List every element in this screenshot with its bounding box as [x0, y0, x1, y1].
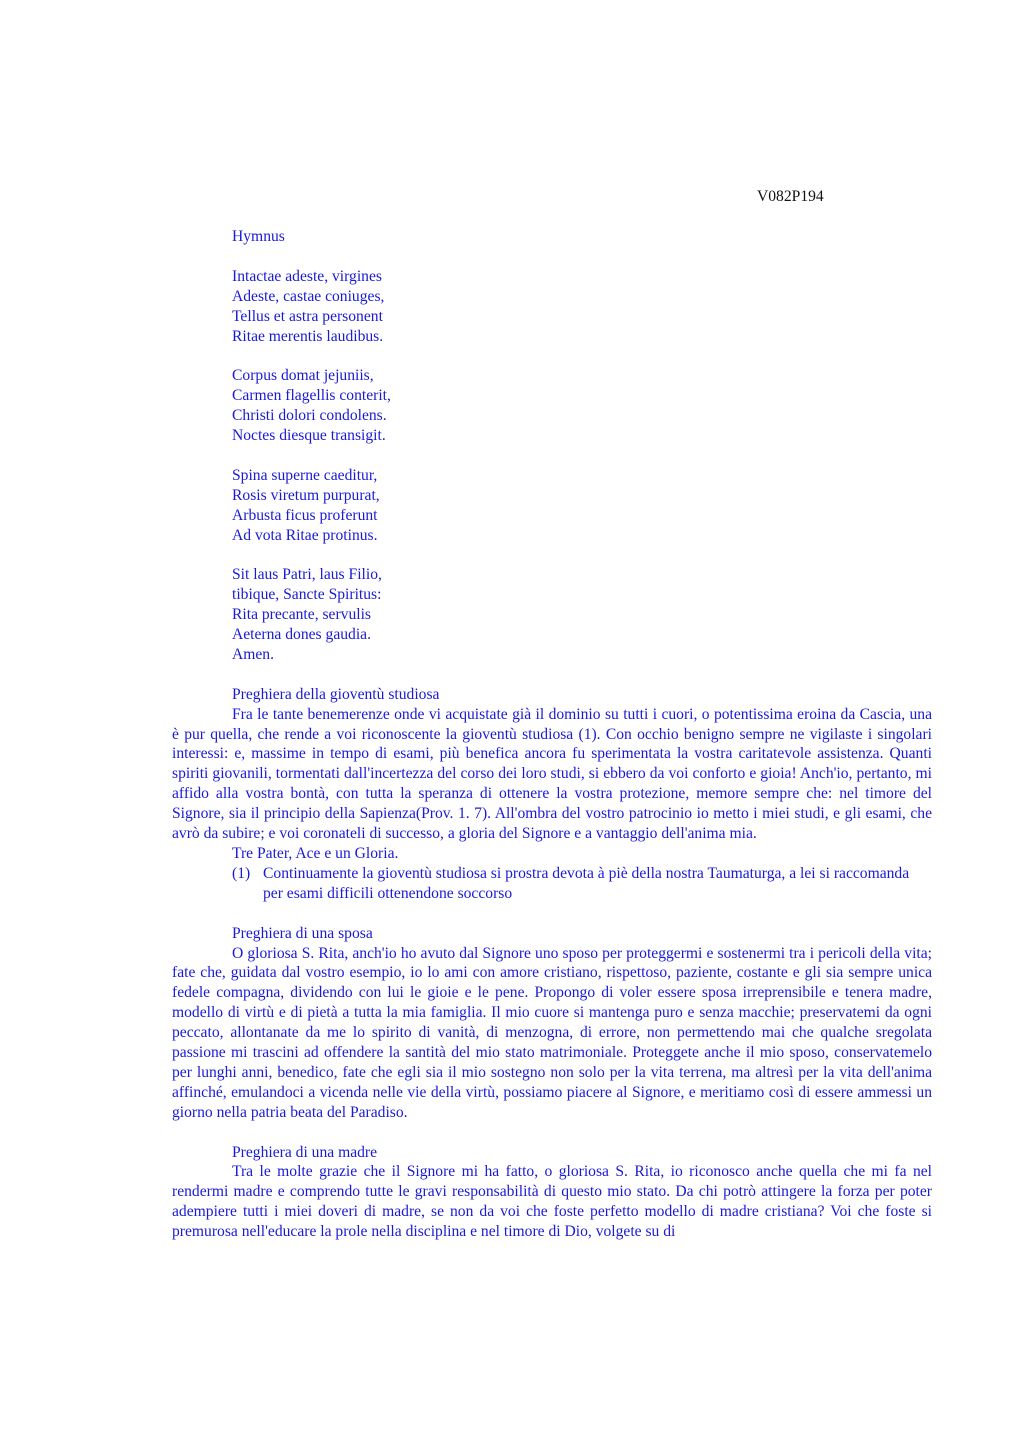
hymn-verse: Tellus et astra personent — [232, 307, 383, 325]
hymn-verse: Amen. — [232, 645, 275, 663]
footnote-marker: (1) — [232, 864, 251, 882]
hymn-verse: Corpus domat jejuniis, — [232, 367, 374, 385]
hymn-verse: Adeste, castae coniuges, — [232, 287, 385, 305]
hymn-verse: tibique, Sancte Spiritus: — [232, 586, 382, 604]
hymn-verse: Rita precante, servulis — [232, 606, 371, 624]
page-code: V082P194 — [757, 188, 824, 205]
hymn-verse: Ritae merentis laudibus. — [232, 327, 384, 345]
prayer-spouse-title: Preghiera di una sposa — [232, 924, 373, 942]
hymn-verse: Rosis viretum purpurat, — [232, 486, 380, 504]
footnote — [172, 864, 932, 904]
hymn-verse: Aeterna dones gaudia. — [232, 626, 371, 644]
hymn-verse: Spina superne caeditur, — [232, 466, 378, 484]
prayer-mother-title: Preghiera di una madre — [232, 1143, 378, 1161]
prayer-students-title: Preghiera della gioventù studiosa — [232, 685, 440, 703]
footnote-text: Continuamente la gioventù studiosa si prostra devota à piè della nostra Taumaturga, a lei si raccomanda per esami difficili ottenendone soccorso — [263, 864, 910, 902]
spacer — [172, 346, 932, 366]
prayer-mother-body: Tra le molte grazie che il Signore mi ha fatto, o gloriosa S. Rita, io riconosco anche quella che mi fa nel rendermi madre e comprendo tutte le gravi responsabilità di questo mio stato. Da chi potrò attingere la forza per poter adempiere tutti i miei doveri di madre, se non da voi che foste perfetto modello di madre cristiana? Voi che foste si premurosa nell'educare la prole nella disciplina e nel timore di Dio, volgete su di — [172, 1163, 932, 1241]
hymn-verse: Carmen flagellis conterit, — [232, 387, 391, 405]
spacer — [172, 904, 932, 924]
hymn-verse: Christi dolori condolens. — [232, 407, 387, 425]
prayer-students-closing: Tre Pater, Ace e un Gloria. — [232, 845, 399, 863]
spacer — [172, 665, 932, 685]
prayer-spouse-body: O gloriosa S. Rita, anch'io ho avuto dal Signore uno sposo per proteggermi e sostenermi tra i pericoli della vita; fate che, guidata dal vostro esempio, io lo ami con amore cristiano, rispettoso, paziente, costante e gli sia sempre unica fedele compagna, dividendo con lui le gioie e le pene. Propongo di voler essere sposa irreprensibile e tenera madre, modello di virtù e di pietà a tutta la mia famiglia. Il mio cuore si mantenga puro e senza macchie; preservatemi da ogni peccato, allontanate da me lo spirito di vanità, di menzogna, di errore, non permettendo mai che qualche sregolata passione mi trascini ad offendere la santità del mio stato matrimoniale. Proteggete anche il mio sposo, conservatemelo per lunghi anni, benedico, fate che egli sia il mio sostegno non solo per la vita terrena, ma altresì per la vita dell'anima affinché, emulandoci a vicenda nelle vie della virtù, possiamo piacere al Signore, e meritiamo così di essere ammessi un giorno nella patria beata del Paradiso. — [172, 944, 932, 1121]
spacer — [172, 1123, 932, 1143]
hymn-verse: Noctes diesque transigit. — [232, 427, 386, 445]
prayer-students-body: Fra le tante benemerenze onde vi acquistate già il dominio su tutti i cuori, o potentissima eroina da Cascia, una è pur quella, che rende a voi riconoscente la gioventù studiosa (1). Con occhio benigno sempre ne vigilaste i singolari interessi: e, massime in tempo di esami, più benefica ancora fu sperimentata la vostra caritatevole assistenza. Quanti spiriti giovanili, tormentati dall'incertezza del corso dei loro studi, si ebbero da voi conforto e gioia! Anch'io, pertanto, mi affido alla vostra bontà, con tutta la speranza di ottenere la vostra protezione, memore sempre che: nel timore del Signore, sia il principio della Sapienza(Prov. 1. 7). All'ombra del vostro patrocinio io metto i miei studi, e gli esami, che avrò da subire; e voi coronateli di successo, a gloria del Signore e a vantaggio dell'anima mia. — [172, 705, 932, 843]
spacer — [172, 545, 932, 565]
document-body — [172, 227, 932, 1242]
spacer — [172, 446, 932, 466]
hymn-verse: Ad vota Ritae protinus. — [232, 526, 378, 544]
hymn-verse: Arbusta ficus proferunt — [232, 506, 378, 524]
hymn-title: Hymnus — [232, 228, 285, 245]
hymn-verse: Intactae adeste, virgines — [232, 267, 382, 285]
spacer — [172, 247, 932, 267]
hymn-verse: Sit laus Patri, laus Filio, — [232, 566, 382, 584]
